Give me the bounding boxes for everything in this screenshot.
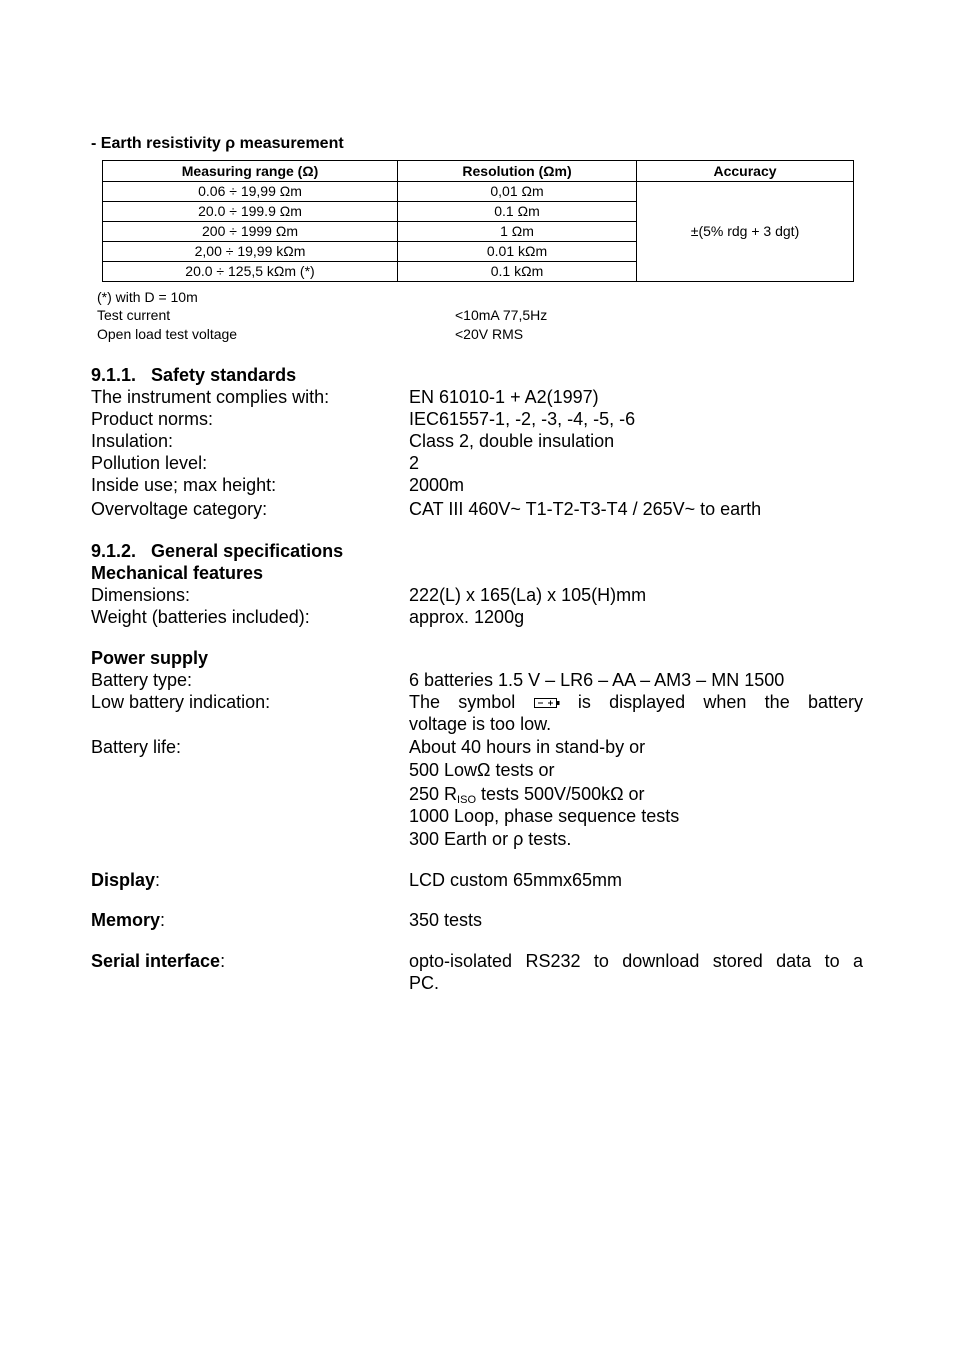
- safety-heading: 9.1.1. Safety standards: [91, 365, 297, 385]
- table-header-row: [103, 161, 854, 182]
- spec-value: voltage is too low.: [409, 714, 552, 734]
- spec-row: [91, 606, 871, 628]
- cell-range: 2,00 ÷ 19,99 kΩm: [103, 242, 398, 262]
- spec-value: 250 $R_{ISO}$ tests 500V/500kΩ or: [409, 784, 645, 806]
- spec-value: 222(L) x 165(La) x 105(H)mm: [409, 585, 647, 605]
- header-resolution: Resolution (Ωm): [398, 161, 637, 182]
- spec-row: [91, 386, 871, 408]
- spec-label: Serial interface:: [91, 951, 226, 971]
- cell-accuracy: ±(5% rdg + 3 dgt): [637, 182, 854, 282]
- spec-value: EN 61010-1 + A2(1997): [409, 387, 599, 407]
- spec-row: [91, 828, 871, 850]
- cell-resolution: 0.01 kΩm: [398, 242, 637, 262]
- cell-resolution: 0.1 Ωm: [398, 202, 637, 222]
- spec-label: Low battery indication:: [91, 692, 271, 712]
- spec-row: [91, 909, 871, 931]
- spec-label: Insulation:: [91, 431, 174, 451]
- spec-value: 300 Earth or ρ tests.: [409, 829, 572, 849]
- spec-label: Display:: [91, 870, 161, 890]
- header-range: Measuring range (Ω): [103, 161, 398, 182]
- spec-row: [91, 430, 871, 452]
- spec-value: PC.: [409, 973, 440, 993]
- spec-label: Inside use; max height:: [91, 475, 277, 495]
- spec-value: 500 LowΩ tests or: [409, 760, 555, 780]
- spec-value: CAT III 460V~ T1-T2-T3-T4 / 265V~ to earth: [409, 499, 762, 519]
- open-load-value: <20V RMS: [455, 326, 524, 342]
- resistivity-table: [102, 160, 854, 282]
- spec-label: Overvoltage category:: [91, 499, 268, 519]
- spec-label: Memory:: [91, 910, 166, 930]
- open-load-label: Open load test voltage: [97, 326, 238, 342]
- spec-row: [91, 669, 871, 691]
- spec-value: 2000m: [409, 475, 465, 495]
- spec-value: 2: [409, 453, 420, 473]
- cell-range: 20.0 ÷ 199.9 Ωm: [103, 202, 398, 222]
- mechanical-heading: Mechanical features: [91, 563, 264, 583]
- spec-row: [91, 691, 871, 713]
- power-heading: Power supply: [91, 648, 209, 668]
- spec-row: [91, 759, 871, 781]
- spec-label: Product norms:: [91, 409, 214, 429]
- cell-range: 200 ÷ 1999 Ωm: [103, 222, 398, 242]
- spec-row: [91, 950, 871, 972]
- spec-row: [91, 584, 871, 606]
- footnote: (*) with D = 10m: [97, 289, 198, 305]
- spec-value: opto-isolated RS232 to download stored data to a: [409, 951, 863, 971]
- table-row: [103, 182, 854, 202]
- spec-value: The symbol is displayed when the battery: [409, 692, 863, 712]
- spec-label: Dimensions:: [91, 585, 191, 605]
- spec-value: LCD custom 65mmx65mm: [409, 870, 623, 890]
- spec-row: [91, 783, 871, 805]
- spec-row: [91, 805, 871, 827]
- spec-value: IEC61557-1, -2, -3, -4, -5, -6: [409, 409, 636, 429]
- test-current-value: <10mA 77,5Hz: [455, 307, 548, 323]
- cell-resolution: 0,01 Ωm: [398, 182, 637, 202]
- spec-value: approx. 1200g: [409, 607, 525, 627]
- header-accuracy: Accuracy: [637, 161, 854, 182]
- spec-label: Battery type:: [91, 670, 193, 690]
- cell-resolution: 0.1 kΩm: [398, 262, 637, 282]
- cell-range: 20.0 ÷ 125,5 kΩm (*): [103, 262, 398, 282]
- spec-label: Weight (batteries included):: [91, 607, 310, 627]
- section-title: - Earth resistivity ρ measurement: [91, 135, 344, 152]
- spec-row: [91, 736, 871, 758]
- spec-value: About 40 hours in stand-by or: [409, 737, 646, 757]
- spec-row: [91, 869, 871, 891]
- spec-row: [91, 474, 871, 496]
- spec-row: [91, 408, 871, 430]
- spec-label: Battery life:: [91, 737, 182, 757]
- cell-resolution: 1 Ωm: [398, 222, 637, 242]
- general-heading: 9.1.2. General specifications: [91, 541, 344, 561]
- test-current-label: Test current: [97, 307, 171, 323]
- spec-value: 6 batteries 1.5 V – LR6 – AA – AM3 – MN 1500: [409, 670, 785, 690]
- spec-row: [91, 498, 871, 520]
- cell-range: 0.06 ÷ 19,99 Ωm: [103, 182, 398, 202]
- spec-row: [91, 972, 871, 994]
- spec-value: 350 tests: [409, 910, 483, 930]
- spec-value: 1000 Loop, phase sequence tests: [409, 806, 680, 826]
- spec-label: Pollution level:: [91, 453, 208, 473]
- spec-row: [91, 713, 871, 735]
- battery-icon: [534, 698, 560, 708]
- spec-row: [91, 452, 871, 474]
- spec-value: Class 2, double insulation: [409, 431, 615, 451]
- spec-label: The instrument complies with:: [91, 387, 330, 407]
